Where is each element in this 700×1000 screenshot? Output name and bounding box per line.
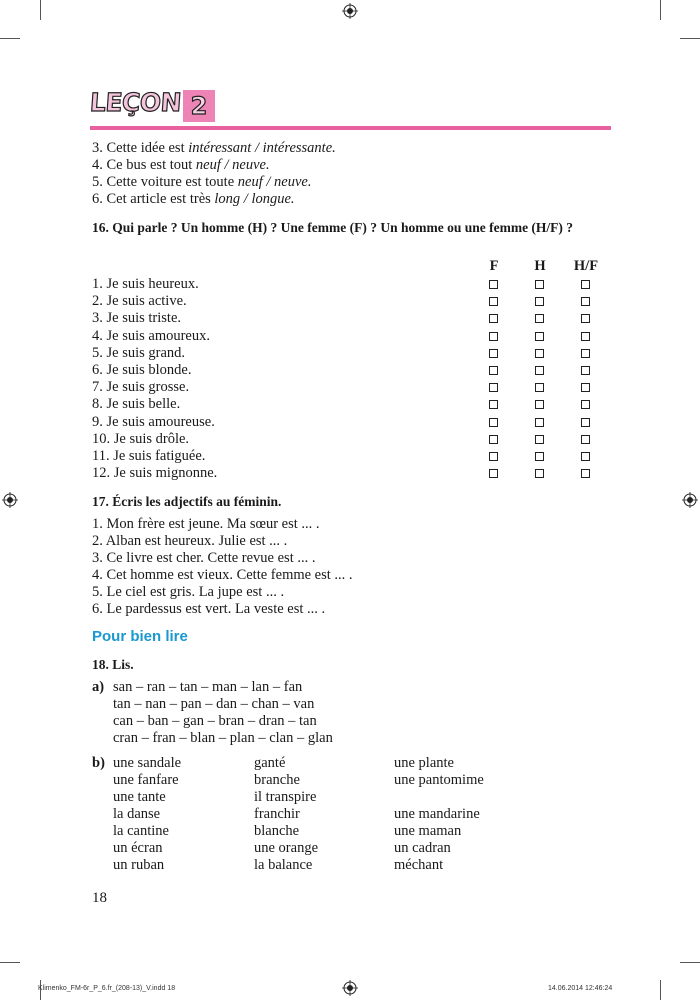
answer-checkbox-hf[interactable] xyxy=(581,435,590,444)
table-row: 8. Je suis belle. xyxy=(92,396,181,413)
registration-mark-icon xyxy=(682,492,698,508)
answer-checkbox-h[interactable] xyxy=(535,366,544,375)
answer-checkbox-f[interactable] xyxy=(489,400,498,409)
word-item: branche xyxy=(254,772,300,788)
registration-mark-icon xyxy=(2,492,18,508)
word-item: il transpire xyxy=(254,789,317,805)
page-number: 18 xyxy=(92,890,107,906)
syllable-line: can – ban – gan – bran – dran – tan xyxy=(113,713,317,729)
answer-checkbox-f[interactable] xyxy=(489,349,498,358)
word-item: une fanfare xyxy=(113,772,179,788)
answer-checkbox-hf[interactable] xyxy=(581,297,590,306)
exercise-18-title: 18. Lis. xyxy=(92,657,134,672)
answer-checkbox-h[interactable] xyxy=(535,314,544,323)
answer-checkbox-hf[interactable] xyxy=(581,349,590,358)
answer-checkbox-hf[interactable] xyxy=(581,366,590,375)
list-item: 6. Cet article est très long / longue. xyxy=(92,191,295,207)
answer-checkbox-hf[interactable] xyxy=(581,469,590,478)
answer-checkbox-f[interactable] xyxy=(489,452,498,461)
table-row: 1. Je suis heureux. xyxy=(92,276,199,292)
answer-checkbox-hf[interactable] xyxy=(581,314,590,323)
word-item: une mandarine xyxy=(394,806,480,822)
answer-checkbox-f[interactable] xyxy=(489,332,498,341)
table-row: 7. Je suis grosse. xyxy=(92,379,190,396)
column-header-h: H xyxy=(534,258,546,274)
footer-file: Klimenko_FM-6r_P_6.fr_(208-13)_V.indd 18 xyxy=(38,985,176,992)
header-rule xyxy=(90,126,611,130)
answer-checkbox-f[interactable] xyxy=(489,366,498,375)
list-item: 4. Cet homme est vieux. Cette femme est ... . xyxy=(92,567,353,583)
lesson-title: LEÇON xyxy=(88,88,183,117)
list-item: 5. Le ciel est gris. La jupe est ... . xyxy=(92,584,285,600)
column-header-f: F xyxy=(489,258,499,274)
answer-checkbox-h[interactable] xyxy=(535,349,544,358)
lesson-number: 2 xyxy=(190,92,208,120)
table-row: 11. Je suis fatiguée. xyxy=(92,448,206,464)
word-item: la danse xyxy=(113,806,161,822)
lesson-number-badge xyxy=(183,90,215,122)
part-a-label: a) xyxy=(92,679,105,695)
list-item: 6. Le pardessus est vert. La veste est ... . xyxy=(92,601,326,617)
table-row: 3. Je suis triste. xyxy=(92,310,182,327)
word-item: un cadran xyxy=(394,840,451,856)
answer-checkbox-h[interactable] xyxy=(535,383,544,392)
exercise-17-title: 17. Écris les adjectifs au féminin. xyxy=(92,494,282,509)
word-item: une pantomime xyxy=(394,772,484,788)
crop-mark xyxy=(680,962,700,963)
answer-checkbox-h[interactable] xyxy=(535,469,544,478)
answer-checkbox-h[interactable] xyxy=(535,400,544,409)
exercise-16-title: 16. Qui parle ? Un homme (H) ? Une femme (F) ? Un homme ou une femme (H/F) ? xyxy=(92,220,574,235)
list-item: 4. Ce bus est tout neuf / neuve. xyxy=(92,157,270,173)
crop-mark xyxy=(680,38,700,39)
crop-mark xyxy=(660,980,661,1000)
column-header-hf: H/F xyxy=(573,258,599,274)
word-item: une tante xyxy=(113,789,166,805)
answer-checkbox-hf[interactable] xyxy=(581,400,590,409)
answer-checkbox-f[interactable] xyxy=(489,314,498,323)
list-item: 2. Alban est heureux. Julie est ... . xyxy=(92,533,288,549)
list-item: 5. Cette voiture est toute neuf / neuve. xyxy=(92,174,312,190)
answer-checkbox-f[interactable] xyxy=(489,297,498,306)
table-row: 2. Je suis active. xyxy=(92,293,187,310)
answer-checkbox-h[interactable] xyxy=(535,452,544,461)
word-item: la cantine xyxy=(113,823,169,839)
answer-checkbox-h[interactable] xyxy=(535,332,544,341)
answer-checkbox-f[interactable] xyxy=(489,383,498,392)
table-row: 9. Je suis amoureuse. xyxy=(92,413,215,430)
crop-mark xyxy=(0,962,20,963)
table-row: 5. Je suis grand. xyxy=(92,344,186,361)
word-item: la balance xyxy=(254,857,313,873)
word-item: une sandale xyxy=(113,755,182,771)
answer-checkbox-hf[interactable] xyxy=(581,452,590,461)
answer-checkbox-h[interactable] xyxy=(535,418,544,427)
answer-checkbox-hf[interactable] xyxy=(581,280,590,289)
section-title: Pour bien lire xyxy=(92,628,188,645)
syllable-line: tan – nan – pan – dan – chan – van xyxy=(113,696,315,712)
word-item: une orange xyxy=(254,840,319,856)
table-row: 6. Je suis blonde. xyxy=(92,362,192,378)
answer-checkbox-h[interactable] xyxy=(535,297,544,306)
footer-date: 14.06.2014 12:46:24 xyxy=(548,985,613,992)
answer-checkbox-hf[interactable] xyxy=(581,418,590,427)
crop-mark xyxy=(660,0,661,20)
table-row: 4. Je suis amoureux. xyxy=(92,327,210,344)
answer-checkbox-f[interactable] xyxy=(489,435,498,444)
list-item: 1. Mon frère est jeune. Ma sœur est ... . xyxy=(92,516,320,532)
syllable-line: san – ran – tan – man – lan – fan xyxy=(113,679,303,695)
answer-checkbox-f[interactable] xyxy=(489,280,498,289)
registration-mark-icon xyxy=(342,3,358,19)
answer-checkbox-f[interactable] xyxy=(489,469,498,478)
syllable-line: cran – fran – blan – plan – clan – glan xyxy=(113,730,333,746)
crop-mark xyxy=(40,0,41,20)
answer-checkbox-f[interactable] xyxy=(489,418,498,427)
word-item: ganté xyxy=(254,755,286,771)
word-item: une plante xyxy=(394,755,454,771)
word-item: blanche xyxy=(254,823,300,839)
answer-checkbox-hf[interactable] xyxy=(581,332,590,341)
word-item: un écran xyxy=(113,840,163,856)
word-item: méchant xyxy=(394,857,444,873)
answer-checkbox-hf[interactable] xyxy=(581,383,590,392)
word-item: franchir xyxy=(254,806,300,822)
word-item: un ruban xyxy=(113,857,165,873)
answer-checkbox-h[interactable] xyxy=(535,435,544,444)
crop-mark xyxy=(0,38,20,39)
list-item: 3. Cette idée est intéressant / intéressante. xyxy=(92,140,336,156)
list-item: 3. Ce livre est cher. Cette revue est ... . xyxy=(92,550,316,566)
registration-mark-icon xyxy=(342,980,358,996)
answer-checkbox-h[interactable] xyxy=(535,280,544,289)
word-item: une maman xyxy=(394,823,462,839)
table-row: 12. Je suis mignonne. xyxy=(92,465,218,482)
table-row: 10. Je suis drôle. xyxy=(92,430,190,447)
part-b-label: b) xyxy=(92,755,105,771)
